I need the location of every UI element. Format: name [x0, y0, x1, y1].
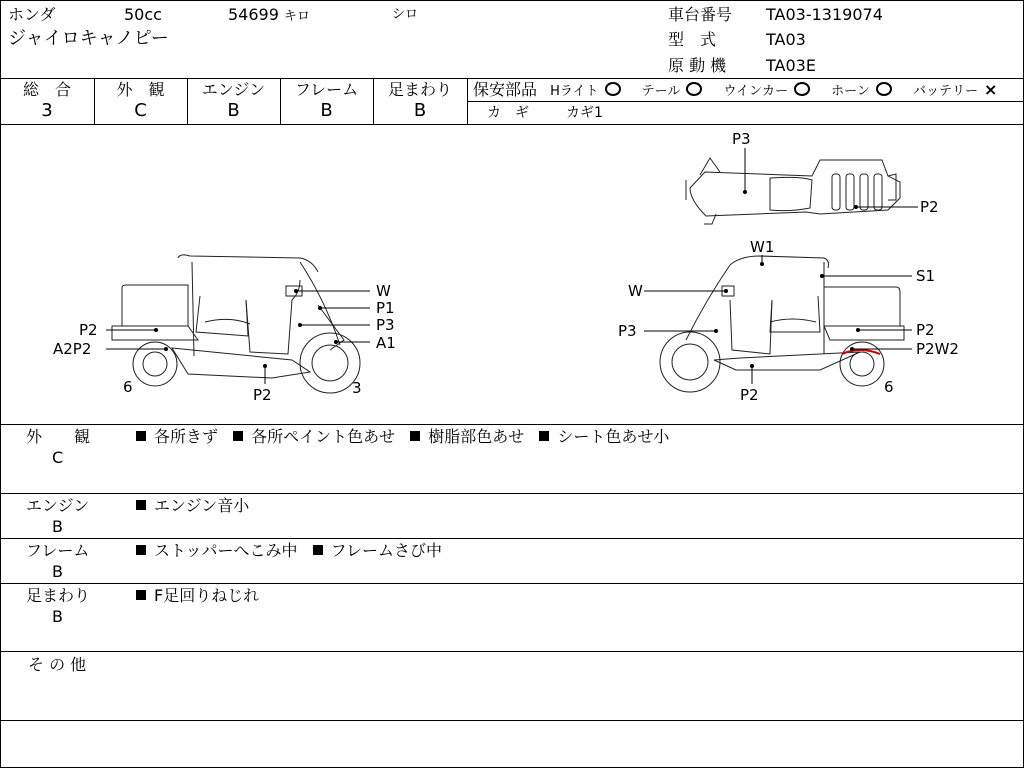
battery-ng-icon: × — [984, 80, 998, 99]
headlight-label: Hライト — [550, 84, 599, 99]
bullet-square-icon — [410, 431, 420, 441]
right-code-6: 6 — [884, 378, 894, 396]
note-item: F足回りねじれ — [136, 587, 259, 605]
left-code-W: W — [376, 282, 391, 300]
scooter-left-view — [112, 255, 360, 393]
notes-engine-grade: B — [52, 517, 63, 536]
divider — [467, 101, 1024, 102]
divider — [0, 651, 1024, 652]
exterior-label: 外 観 — [116, 80, 165, 99]
notes-engine-label: エンジン — [26, 496, 90, 515]
notes-other-label: そ の 他 — [28, 655, 87, 674]
displacement: 50cc — [124, 5, 162, 24]
engine-grade: B — [227, 100, 240, 121]
divider — [0, 78, 1024, 79]
right-code-P3: P3 — [618, 322, 637, 340]
note-item: 樹脂部色あせ — [410, 428, 524, 446]
notes-suspension-items — [136, 587, 269, 605]
horn-label: ホーン — [831, 84, 870, 99]
leader-lines — [106, 148, 918, 384]
bullet-square-icon — [136, 500, 146, 510]
bullet-square-icon — [539, 431, 549, 441]
notes-suspension-label: 足まわり — [26, 586, 91, 605]
battery-label: バッテリー — [913, 84, 979, 99]
left-code-P1: P1 — [376, 299, 395, 317]
bullet-square-icon — [233, 431, 243, 441]
key-value: カギ1 — [566, 105, 603, 121]
notes-frame-label: フレーム — [26, 541, 90, 560]
left-code-P2-rear: P2 — [79, 321, 98, 339]
suspension-grade: B — [413, 100, 427, 121]
left-code-A2P2: A2P2 — [53, 340, 92, 358]
notes-frame-grade: B — [52, 562, 63, 581]
notes-exterior-items — [136, 428, 679, 446]
key-label: カ ギ — [487, 105, 529, 121]
divider — [0, 493, 1024, 494]
engine-model-label: 原 動 機 — [668, 56, 727, 75]
scooter-top-view — [686, 158, 900, 224]
divider — [467, 78, 468, 124]
engine-label: エンジン — [201, 80, 266, 99]
taillight-label: テール — [641, 84, 681, 99]
notes-suspension-grade: B — [52, 607, 63, 626]
right-code-P2-bottom: P2 — [740, 386, 759, 404]
left-code-P2-bottom: P2 — [253, 386, 272, 404]
model-name: ジャイロキャノピー — [8, 28, 169, 49]
model-type-label: 型 式 — [668, 30, 717, 49]
top-code-P2: P2 — [920, 198, 939, 216]
frame-label: フレーム — [294, 80, 359, 99]
model-type-value: TA03 — [766, 30, 806, 49]
right-code-W1: W1 — [750, 238, 775, 256]
bullet-square-icon — [313, 545, 323, 555]
chassis-label: 車台番号 — [668, 5, 733, 24]
frame-grade: B — [320, 100, 333, 121]
note-item: 各所ペイント色あせ — [233, 428, 395, 446]
notes-frame-items — [136, 542, 452, 560]
notes-engine-items — [136, 497, 259, 515]
maker: ホンダ — [8, 5, 56, 24]
right-code-P2W2: P2W2 — [916, 340, 959, 358]
right-code-P2: P2 — [916, 321, 935, 339]
mileage-unit: キロ — [284, 9, 311, 24]
note-item: シート色あせ小 — [539, 428, 669, 446]
note-item: ストッパーへこみ中 — [136, 542, 298, 560]
mileage-value: 54699 — [228, 5, 279, 24]
right-code-W: W — [628, 282, 643, 300]
right-code-S1: S1 — [916, 267, 936, 285]
left-code-A1: A1 — [376, 334, 396, 352]
mileage — [228, 6, 310, 26]
body-color: シロ — [392, 7, 419, 22]
left-code-6: 6 — [123, 378, 133, 396]
note-item: フレームさび中 — [313, 542, 442, 560]
bullet-square-icon — [136, 545, 146, 555]
notes-exterior-grade: C — [52, 448, 64, 467]
left-code-P3: P3 — [376, 316, 395, 334]
safety-label: 保安部品 — [473, 80, 538, 99]
divider — [0, 583, 1024, 584]
chassis-value: TA03-1319074 — [766, 5, 883, 24]
taillight-ok-icon — [686, 82, 702, 96]
damage-codes — [53, 130, 959, 404]
safety-parts — [473, 81, 997, 101]
divider — [0, 720, 1024, 721]
suspension-label: 足まわり — [387, 80, 452, 99]
divider — [0, 424, 1024, 425]
damage-diagram — [0, 125, 1024, 423]
headlight-ok-icon — [605, 82, 621, 96]
bullet-square-icon — [136, 590, 146, 600]
note-item: エンジン音小 — [136, 497, 249, 515]
winker-label: ウインカー — [723, 84, 789, 99]
divider — [0, 538, 1024, 539]
notes-exterior-label: 外 観 — [26, 427, 91, 446]
bullet-square-icon — [136, 431, 146, 441]
engine-model-value: TA03E — [766, 56, 816, 75]
note-item: 各所きず — [136, 428, 218, 446]
top-code-P3: P3 — [732, 130, 751, 148]
winker-ok-icon — [794, 82, 810, 96]
left-code-3: 3 — [352, 379, 362, 397]
overall-grade: 3 — [41, 100, 53, 121]
exterior-grade: C — [134, 100, 147, 121]
horn-ok-icon — [876, 82, 892, 96]
overall-label: 総 合 — [22, 80, 71, 99]
